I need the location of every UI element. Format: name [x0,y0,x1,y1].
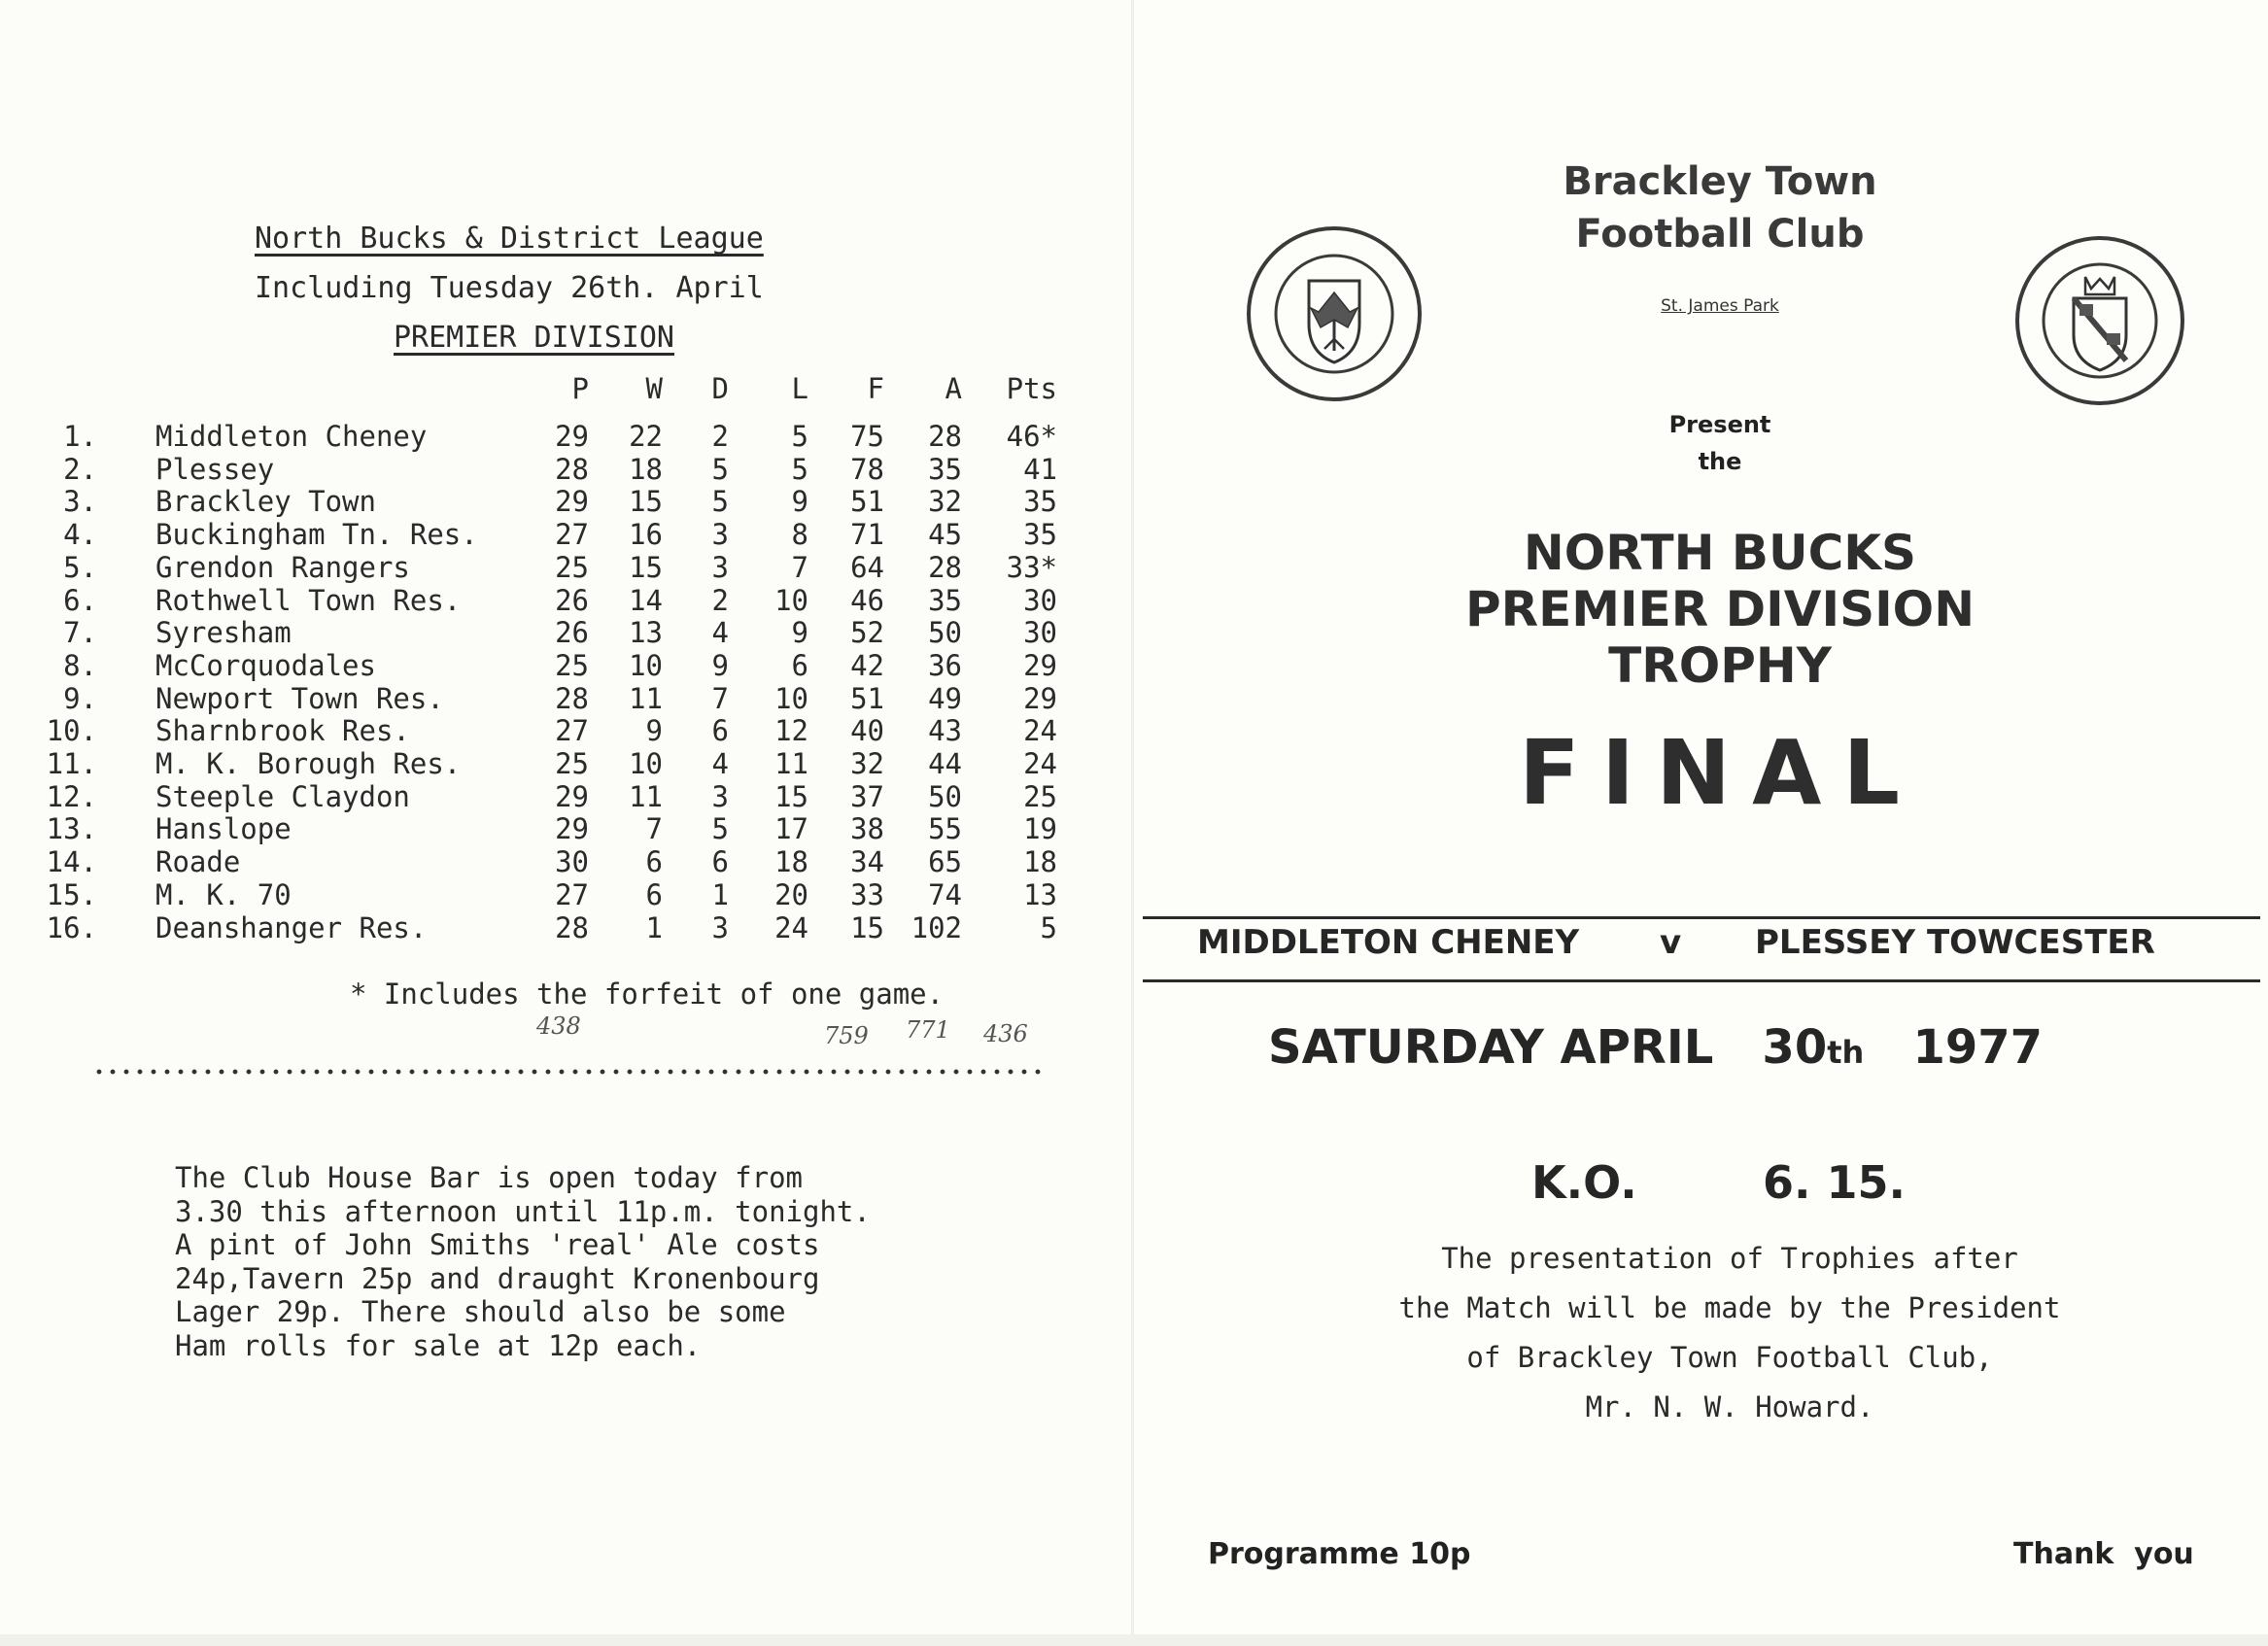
cell-team: Buckingham Tn. Res. [155,518,478,552]
league-crest-graphic [1251,230,1418,397]
cell-f: 78 [850,452,884,486]
cell-a: 36 [928,648,962,682]
cell-l: 12 [774,714,808,748]
cell-f: 37 [850,779,884,813]
cell-num: 6. [63,583,97,617]
cell-num: 9. [63,681,97,715]
cell-d: 5 [711,485,729,519]
cell-p: 26 [555,583,589,617]
cell-pts: 24 [1023,747,1057,780]
cell-a: 44 [928,747,962,780]
cell-l: 8 [791,518,808,552]
cell-w: 9 [645,714,663,748]
club-crest-graphic [2019,240,2181,401]
club-bar-notice [175,1161,1049,1362]
handwritten-note-3: 771 [906,1016,950,1044]
cell-w: 14 [629,583,663,617]
cell-d: 3 [711,779,729,813]
cell-l: 10 [774,583,808,617]
bar-line: The Club House Bar is open today from [175,1161,804,1194]
cell-f: 33 [850,877,884,911]
cell-team: Steeple Claydon [155,779,410,813]
cell-team: Syresham [155,616,292,650]
presentation-line: of Brackley Town Football Club, [1466,1341,1993,1374]
cell-l: 11 [774,747,808,780]
cell-num: 2. [63,452,97,486]
bar-line: A pint of John Smiths 'real' Ale costs [175,1228,820,1261]
cell-pts: 33* [1006,550,1057,584]
cell-a: 102 [911,910,962,944]
versus-label: v [1660,923,1682,962]
cell-num: 8. [63,648,97,682]
cell-l: 20 [774,877,808,911]
cell-p: 28 [555,452,589,486]
cell-num: 12. [46,779,97,813]
away-team: PLESSEY TOWCESTER [1755,923,2155,962]
league-title: North Bucks & District League [255,222,764,256]
cell-d: 7 [711,681,729,715]
cell-d: 4 [711,747,729,780]
present-line-2: the [1698,448,1742,475]
cell-team: M. K. Borough Res. [155,747,462,780]
cell-team: Roade [155,845,241,879]
cell-a: 45 [928,518,962,552]
ground-name: St. James Park [1661,296,1779,316]
cell-pts: 18 [1023,845,1057,879]
cell-p: 30 [555,845,589,879]
bar-line: 3.30 this afternoon until 11p.m. tonight. [175,1194,871,1228]
col-header-w: W [645,372,663,405]
cell-w: 15 [629,485,663,519]
cell-f: 46 [850,583,884,617]
cell-p: 25 [555,648,589,682]
cell-l: 5 [791,452,808,486]
cell-a: 28 [928,420,962,453]
cell-a: 35 [928,452,962,486]
league-date: Including Tuesday 26th. April [255,271,764,305]
club-name-line-2: Football Club [1575,212,1865,257]
cell-w: 22 [629,420,663,453]
cell-l: 9 [791,485,808,519]
cell-pts: 35 [1023,518,1057,552]
cell-a: 49 [928,681,962,715]
presentation-line: Mr. N. W. Howard. [1585,1390,1874,1423]
club-name-line-1: Brackley Town [1563,159,1877,204]
cell-team: Deanshanger Res. [155,910,428,944]
club-name [1496,155,1943,260]
cell-pts: 30 [1023,583,1057,617]
cell-p: 26 [555,616,589,650]
cell-a: 74 [928,877,962,911]
cell-w: 15 [629,550,663,584]
cell-l: 5 [791,420,808,453]
cell-l: 6 [791,648,808,682]
cell-num: 15. [46,877,97,911]
cell-team: Hanslope [155,812,292,846]
trophy-line-1: NORTH BUCKS [1523,525,1917,581]
handwritten-note-1: 438 [536,1012,581,1040]
date-suffix: th [1827,1034,1865,1071]
cell-p: 27 [555,518,589,552]
cell-team: Brackley Town [155,485,376,519]
cell-num: 3. [63,485,97,519]
col-header-f: F [867,372,884,405]
cell-p: 29 [555,485,589,519]
cell-d: 2 [711,420,729,453]
cell-l: 7 [791,550,808,584]
cell-a: 43 [928,714,962,748]
division-title: PREMIER DIVISION [394,321,674,355]
fixture-rule-top [1143,916,2260,919]
cell-team: McCorquodales [155,648,376,682]
cell-team: M. K. 70 [155,877,292,911]
cell-w: 13 [629,616,663,650]
present-line-1: Present [1668,411,1771,438]
cell-l: 10 [774,681,808,715]
final-heading: FINAL [1519,721,1921,825]
date-day: 30 [1762,1020,1828,1075]
league-crest-icon [1247,226,1422,401]
cell-num: 5. [63,550,97,584]
cell-num: 10. [46,714,97,748]
cell-num: 13. [46,812,97,846]
cell-w: 1 [645,910,663,944]
cell-f: 64 [850,550,884,584]
cell-num: 14. [46,845,97,879]
handwritten-note-4: 436 [983,1020,1028,1047]
cell-l: 15 [774,779,808,813]
cell-f: 38 [850,812,884,846]
cell-w: 18 [629,452,663,486]
bar-line: Lager 29p. There should also be some [175,1295,786,1328]
cell-p: 27 [555,714,589,748]
cell-p: 27 [555,877,589,911]
presentation-line: The presentation of Trophies after [1441,1242,2018,1275]
cell-a: 50 [928,616,962,650]
cell-pts: 13 [1023,877,1057,911]
cell-team: Plessey [155,452,275,486]
page-fold [1131,0,1134,1646]
cell-f: 71 [850,518,884,552]
cell-pts: 46* [1006,420,1057,453]
date-year: 1977 [1912,1020,2044,1075]
cell-num: 11. [46,747,97,780]
programme-price: Programme 10p [1208,1537,1471,1571]
cell-team: Sharnbrook Res. [155,714,410,748]
dotted-separator [92,1069,1045,1075]
cell-num: 1. [63,420,97,453]
cell-f: 51 [850,485,884,519]
bar-line: Ham rolls for sale at 12p each. [175,1328,702,1362]
cell-team: Middleton Cheney [155,420,428,453]
cell-num: 4. [63,518,97,552]
cell-w: 10 [629,747,663,780]
cell-w: 10 [629,648,663,682]
cell-p: 29 [555,779,589,813]
club-crest-icon [2015,236,2184,405]
cell-d: 2 [711,583,729,617]
cell-pts: 41 [1023,452,1057,486]
cell-d: 3 [711,910,729,944]
trophy-line-2: PREMIER DIVISION [1464,581,1976,637]
cell-a: 32 [928,485,962,519]
cell-a: 55 [928,812,962,846]
cell-pts: 29 [1023,648,1057,682]
cell-l: 17 [774,812,808,846]
cell-pts: 24 [1023,714,1057,748]
cell-w: 11 [629,681,663,715]
cell-w: 7 [645,812,663,846]
cell-a: 28 [928,550,962,584]
cell-f: 51 [850,681,884,715]
cell-f: 34 [850,845,884,879]
cell-team: Grendon Rangers [155,550,410,584]
cell-team: Newport Town Res. [155,681,444,715]
cell-d: 9 [711,648,729,682]
cell-l: 18 [774,845,808,879]
cell-p: 29 [555,420,589,453]
cell-f: 32 [850,747,884,780]
home-team: MIDDLETON CHENEY [1197,923,1580,962]
cell-team: Rothwell Town Res. [155,583,462,617]
kickoff-label: K.O. [1531,1156,1637,1209]
cell-p: 25 [555,550,589,584]
bar-line: 24p,Tavern 25p and draught Kronenbourg [175,1261,820,1295]
col-header-pts: Pts [1006,372,1057,405]
cell-pts: 19 [1023,812,1057,846]
cell-f: 15 [850,910,884,944]
col-header-p: P [571,372,589,405]
cell-d: 5 [711,812,729,846]
cell-num: 7. [63,616,97,650]
cell-d: 6 [711,845,729,879]
cell-pts: 25 [1023,779,1057,813]
fixture-rule-bottom [1143,979,2260,982]
paper-bottom-edge [0,1634,2268,1646]
cell-p: 29 [555,812,589,846]
handwritten-note-2: 759 [824,1022,869,1049]
col-header-d: D [711,372,729,405]
cell-pts: 35 [1023,485,1057,519]
cell-f: 40 [850,714,884,748]
cell-f: 52 [850,616,884,650]
col-header-a: A [945,372,962,405]
presentation-note [1263,1234,2196,1432]
cell-p: 28 [555,681,589,715]
cell-w: 16 [629,518,663,552]
cell-d: 1 [711,877,729,911]
thank-you: Thank you [2013,1537,2194,1571]
cell-f: 42 [850,648,884,682]
presentation-line: the Match will be made by the President [1398,1291,2061,1324]
cell-l: 24 [774,910,808,944]
cell-num: 16. [46,910,97,944]
cell-a: 50 [928,779,962,813]
cell-a: 65 [928,845,962,879]
cell-w: 6 [645,845,663,879]
cell-d: 4 [711,616,729,650]
cell-d: 5 [711,452,729,486]
cell-p: 28 [555,910,589,944]
cell-pts: 5 [1040,910,1057,944]
cell-pts: 29 [1023,681,1057,715]
date-main: SATURDAY APRIL [1268,1020,1714,1075]
cell-d: 6 [711,714,729,748]
cell-d: 3 [711,518,729,552]
cell-d: 3 [711,550,729,584]
cell-w: 6 [645,877,663,911]
cell-a: 35 [928,583,962,617]
trophy-title [1399,525,2041,694]
kickoff-time: 6. 15. [1763,1156,1906,1209]
cell-w: 11 [629,779,663,813]
present-text [1574,406,1866,480]
cell-p: 25 [555,747,589,780]
cell-l: 9 [791,616,808,650]
forfeit-note: * Includes the forfeit of one game. [350,977,945,1011]
cell-pts: 30 [1023,616,1057,650]
trophy-line-3: TROPHY [1608,637,1832,694]
col-header-l: L [791,372,808,405]
match-date [1268,1020,2043,1075]
cell-f: 75 [850,420,884,453]
